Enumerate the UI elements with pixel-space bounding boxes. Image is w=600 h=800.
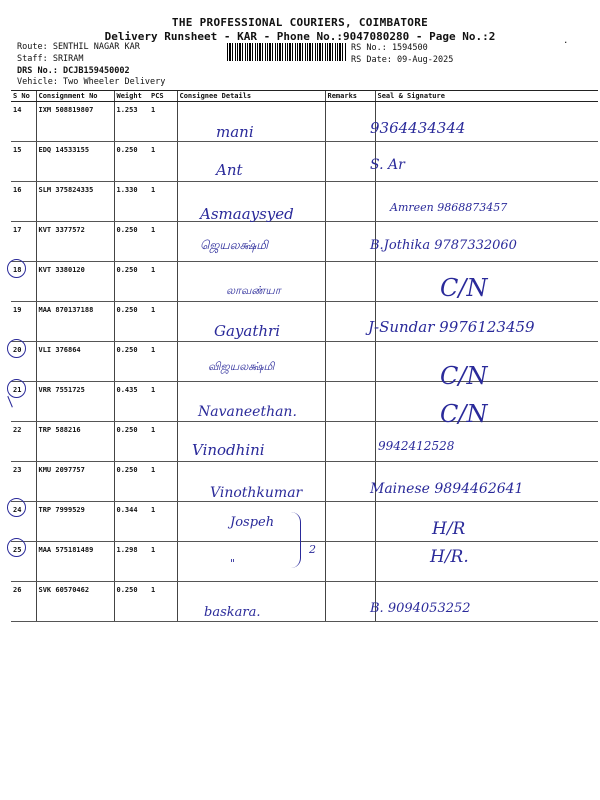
col-pcs: PCS [149,91,177,102]
tick-mark: / [3,394,18,410]
handwritten-signature: C/N [440,274,488,303]
row-consignment: SLM 375824335 [36,182,114,222]
barcode [227,43,347,61]
col-consignment: Consignment No [36,91,114,102]
vehicle-text: Vehicle: Two Wheeler Delivery [17,77,166,87]
handwritten-signature: B.Jothika 9787332060 [370,238,517,254]
col-signature: Seal & Signature [375,91,598,102]
handwritten-consignee: Asmaaysyed [200,204,294,223]
row-pcs: 1 [149,462,177,502]
handwritten-signature: B. 9094053252 [370,600,471,616]
row-sno: 24 [11,502,36,542]
rs-number: RS No.: 1594500 [351,43,428,53]
handwritten-signature: J-Sundar 9976123459 [368,318,535,336]
row-remarks [325,542,375,582]
row-pcs: 1 [149,142,177,182]
handwritten-consignee: baskara. [204,604,261,620]
row-signature [375,502,598,542]
table-row [11,342,598,382]
handwritten-consignee: Navaneethan. [198,403,297,420]
handwritten-consignee: ஜெயலக்ஷ்மி [200,238,269,253]
staff-text: Staff: SRIRAM [17,54,84,64]
handwritten-consignee: Vinothkumar [210,485,303,502]
row-remarks [325,502,375,542]
row-sno: 22 [11,422,36,462]
table-row [11,422,598,462]
runsheet-subtitle: Delivery Runsheet - KAR - Phone No.:9047080280 - Page No.:2 [104,30,496,43]
handwritten-consignee: Jospeh [230,515,275,530]
row-remarks [325,182,375,222]
handwritten-signature: Amreen 9868873457 [390,200,508,214]
row-pcs: 1 [149,582,177,622]
row-remarks [325,582,375,622]
row-weight: 0.250 [114,302,149,342]
row-sno: 18 [11,262,36,302]
row-sno: 17 [11,222,36,262]
handwritten-consignee: Ant [216,160,243,179]
row-weight: 0.250 [114,142,149,182]
row-remarks [325,342,375,382]
row-sno: 16 [11,182,36,222]
row-pcs: 1 [149,302,177,342]
row-sno: 15 [11,142,36,182]
row-sno: 20 [11,342,36,382]
row-pcs: 1 [149,222,177,262]
handwritten-consignee: Vinodhini [192,441,265,460]
row-sno: 25 [11,542,36,582]
row-weight: 0.250 [114,342,149,382]
row-weight: 0.250 [114,582,149,622]
row-weight: 1.298 [114,542,149,582]
row-weight: 1.330 [114,182,149,222]
handwritten-consignee: லாவண்யா [226,284,281,298]
row-remarks [325,102,375,142]
handwritten-signature: C/N [440,399,488,428]
circle-mark [7,498,26,517]
table-row [11,142,598,182]
runsheet-table [11,90,598,622]
col-remarks: Remarks [325,91,375,102]
row-consignment: IXM 508819807 [36,102,114,142]
circle-mark [7,379,26,398]
handwritten-signature: H/R. [430,546,469,567]
table-row [11,102,598,142]
row-consignment: SVK 60570462 [36,582,114,622]
row-consignment: KMU 2097757 [36,462,114,502]
row-consignment: MAA 575181489 [36,542,114,582]
row-weight: 0.250 [114,422,149,462]
table-row [11,542,598,582]
row-sno: 23 [11,462,36,502]
row-sno: 26 [11,582,36,622]
table-row [11,182,598,222]
handwritten-signature: Mainese 9894462641 [370,481,524,498]
circle-mark [7,538,26,557]
rs-date: RS Date: 09-Aug-2025 [351,55,454,65]
col-consignee: Consignee Details [177,91,325,102]
route-text: Route: SENTHIL NAGAR KAR [17,42,140,52]
handwritten-consignee: " [230,556,236,570]
row-weight: 0.344 [114,502,149,542]
row-pcs: 1 [149,382,177,422]
row-remarks [325,142,375,182]
scan-mark: . [563,36,569,46]
row-pcs: 1 [149,502,177,542]
row-weight: 1.253 [114,102,149,142]
col-weight: Weight [114,91,149,102]
row-remarks [325,462,375,502]
handwritten-signature: S. Ar [370,156,405,173]
handwritten-signature: 9942412528 [378,439,455,454]
handwritten-consignee: Gayathri [214,322,280,340]
handwritten-consignee: விஜயலக்ஷ்மி [208,359,275,373]
row-consignment: TRP 7999529 [36,502,114,542]
row-consignment: TRP 588216 [36,422,114,462]
company-title: THE PROFESSIONAL COURIERS, COIMBATORE [171,16,429,29]
row-sno: 19 [11,302,36,342]
row-consignee [177,142,325,182]
row-pcs: 1 [149,182,177,222]
row-remarks [325,382,375,422]
table-row [11,382,598,422]
row-pcs: 1 [149,342,177,382]
table-row [11,502,598,542]
row-sno: 21 [11,382,36,422]
row-remarks [325,222,375,262]
drs-number: DRS No.: DCJB159450002 [17,66,130,76]
handwritten-consignee: mani [216,123,254,141]
table-header-row [11,91,598,102]
handwritten-signature: H/R [432,519,466,539]
row-consignment: KVT 3380120 [36,262,114,302]
row-consignee [177,542,325,582]
row-consignment: VRR 7551725 [36,382,114,422]
row-pcs: 1 [149,102,177,142]
row-remarks [325,262,375,302]
row-weight: 0.435 [114,382,149,422]
bracket-note: 2 [309,543,316,556]
row-consignment: EDQ 14533155 [36,142,114,182]
row-weight: 0.250 [114,262,149,302]
row-consignment: MAA 870137188 [36,302,114,342]
col-sno: S No [11,91,36,102]
row-remarks [325,422,375,462]
row-signature [375,542,598,582]
row-consignment: VLI 376864 [36,342,114,382]
row-signature [375,142,598,182]
handwritten-signature: 9364434344 [370,119,466,137]
row-pcs: 1 [149,422,177,462]
handwritten-signature: C/N [440,361,488,390]
table-row [11,582,598,622]
row-sno: 14 [11,102,36,142]
circle-mark [7,339,26,358]
row-consignment: KVT 3377572 [36,222,114,262]
row-weight: 0.250 [114,462,149,502]
table-row [11,262,598,302]
bracket-mark [290,512,301,568]
row-weight: 0.250 [114,222,149,262]
row-pcs: 1 [149,542,177,582]
row-pcs: 1 [149,262,177,302]
